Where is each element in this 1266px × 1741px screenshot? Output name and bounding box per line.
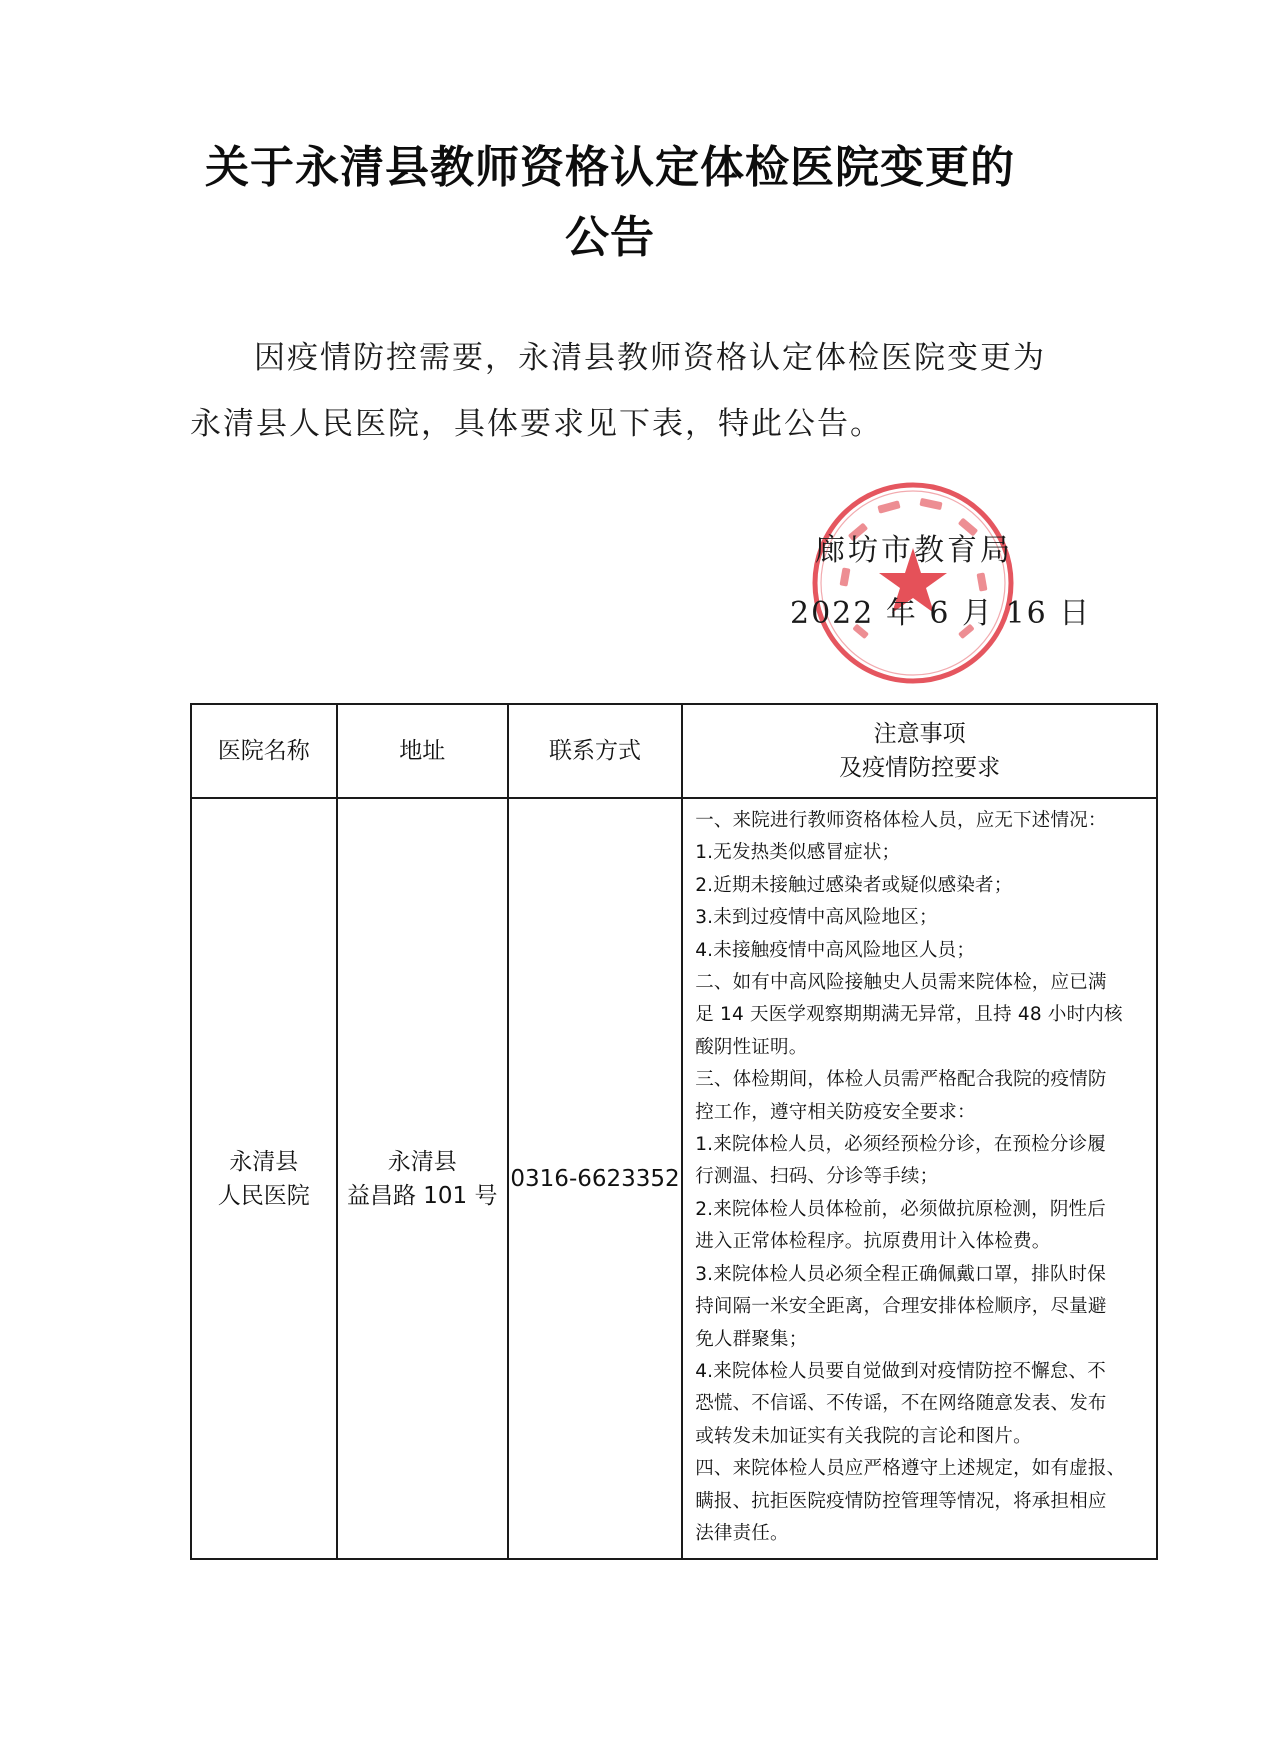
title-line-2: 公告	[565, 212, 655, 263]
note-line: 持间隔一米安全距离，合理安排体检顺序，尽量避	[695, 1296, 1107, 1318]
note-line: 1.来院体检人员，必须经预检分诊，在预检分诊履	[695, 1134, 1106, 1156]
hospital-name-line-2: 人民医院	[217, 1182, 310, 1209]
official-seal-stamp	[808, 478, 1018, 688]
issuer-name: 廊坊市教育局	[815, 533, 1013, 568]
note-line: 2.近期未接触过感染者或疑似感染者；	[695, 874, 1013, 896]
header-notes	[682, 704, 1157, 798]
note-line: 进入正常体检程序。抗原费用计入体检费。	[695, 1231, 1051, 1253]
note-line: 1.无发热类似感冒症状；	[695, 842, 901, 864]
header-notes-line-1: 注意事项	[873, 721, 966, 747]
address-line-2: 益昌路 101 号	[346, 1182, 498, 1209]
note-line: 三、体检期间，体检人员需严格配合我院的疫情防	[695, 1069, 1107, 1091]
note-line: 4.来院体检人员要自觉做到对疫情防控不懈怠、不	[695, 1360, 1106, 1382]
note-line: 3.来院体检人员必须全程正确佩戴口罩，排队时保	[695, 1263, 1106, 1285]
table-row	[191, 798, 1157, 1559]
header-hospital-name: 医院名称	[191, 704, 337, 798]
note-line: 一、来院进行教师资格体检人员，应无下述情况：	[695, 810, 1107, 831]
note-line: 免人群聚集；	[695, 1328, 808, 1350]
note-line: 2.来院体检人员体检前，必须做抗原检测，阴性后	[695, 1198, 1106, 1220]
note-line: 控工作，遵守相关防疫安全要求：	[695, 1101, 976, 1123]
note-line: 或转发未加证实有关我院的言论和图片。	[695, 1425, 1032, 1447]
cell-contact: 0316-6623352	[508, 798, 682, 1559]
body-line-1: 因疫情防控需要，永清县教师资格认定体检医院变更为	[254, 340, 1046, 376]
cell-hospital-name	[191, 798, 337, 1559]
note-line: 酸阴性证明。	[695, 1036, 808, 1058]
cell-address	[337, 798, 508, 1559]
note-line: 瞒报、抗拒医院疫情防控管理等情况，将承担相应	[695, 1490, 1107, 1512]
body-line-2: 永清县人民医院，具体要求见下表，特此公告。	[190, 406, 883, 442]
note-line: 足 14 天医学观察期期满无异常，且持 48 小时内核	[695, 1004, 1123, 1026]
announcement-body	[190, 325, 1050, 457]
cell-notes	[682, 798, 1157, 1559]
hospital-name-line-1: 永清县	[229, 1148, 299, 1175]
header-contact: 联系方式	[508, 704, 682, 798]
note-line: 恐慌、不信谣、不传谣，不在网络随意发表、发布	[695, 1393, 1107, 1415]
issue-date: 2022 年 6 月 16 日	[790, 596, 1092, 631]
header-notes-line-2: 及疫情防控要求	[839, 755, 1001, 781]
header-address: 地址	[337, 704, 508, 798]
document-title	[180, 140, 1040, 266]
title-line-1: 关于永清县教师资格认定体检医院变更的	[205, 142, 1015, 193]
note-line: 3.未到过疫情中高风险地区；	[695, 907, 938, 929]
note-line: 法律责任。	[695, 1522, 789, 1544]
note-line: 4.未接触疫情中高风险地区人员；	[695, 939, 976, 961]
note-line: 四、来院体检人员应严格遵守上述规定，如有虚报、	[695, 1458, 1126, 1480]
hospital-info-table	[190, 703, 1158, 1560]
table-header-row	[191, 704, 1157, 798]
note-line: 行测温、扫码、分诊等手续；	[695, 1166, 939, 1188]
note-line: 二、如有中高风险接触史人员需来院体检，应已满	[695, 972, 1107, 994]
address-line-1: 永清县	[387, 1148, 457, 1175]
